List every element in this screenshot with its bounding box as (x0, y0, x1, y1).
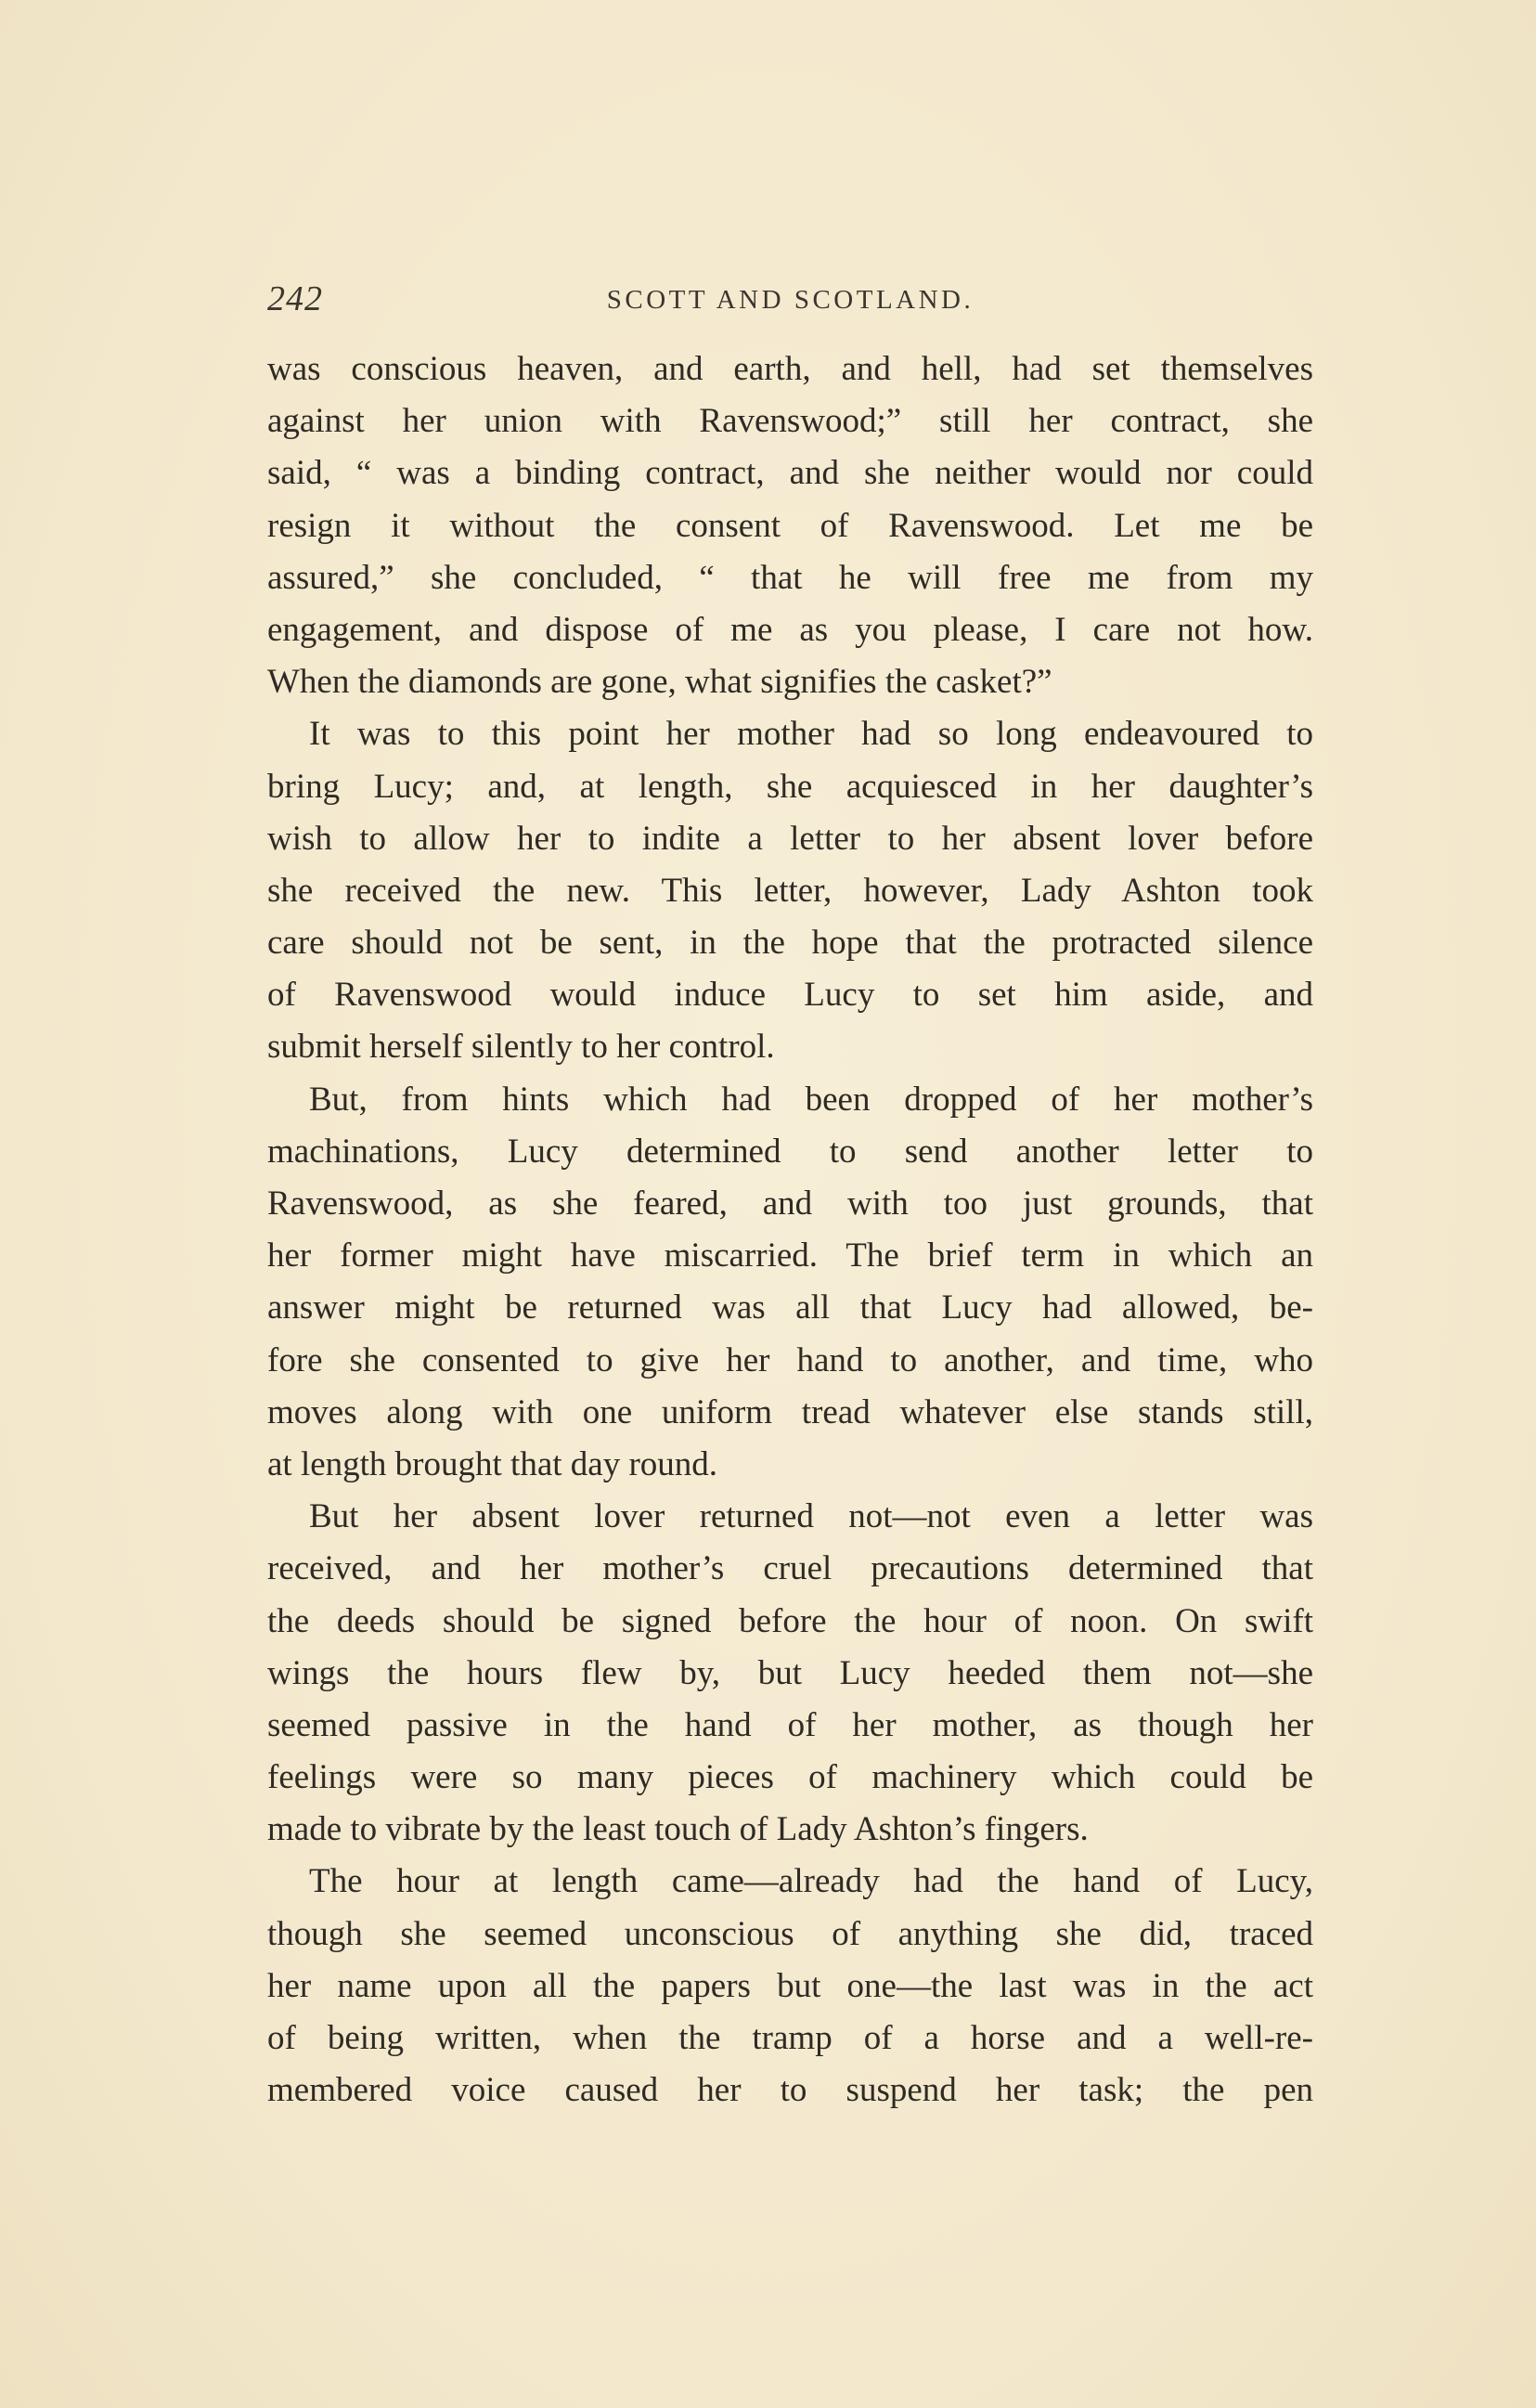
text-line: said, “ was a binding contract, and she neither would nor could (267, 454, 1313, 493)
text-line: wish to allow her to indite a letter to her absent lover before (267, 819, 1313, 858)
text-line: feelings were so many pieces of machinery which could be (267, 1758, 1313, 1797)
text-line: at length brought that day round. (267, 1444, 718, 1483)
text-line: When the diamonds are gone, what signifies the casket?” (267, 663, 1052, 702)
text-line: of Ravenswood would induce Lucy to set him aside, and (267, 976, 1313, 1015)
text-line: fore she consented to give her hand to another, and time, who (267, 1340, 1313, 1379)
text-line: she received the new. This letter, however, Lady Ashton took (267, 871, 1313, 910)
body-text (267, 343, 1313, 2117)
text-line: seemed passive in the hand of her mother, as though her (267, 1705, 1313, 1744)
text-line: against her union with Ravenswood;” still her contract, she (267, 402, 1313, 441)
text-line: made to vibrate by the least touch of Lady Ashton’s fingers. (267, 1810, 1089, 1849)
text-line: But her absent lover returned not—not even a letter was (309, 1497, 1313, 1536)
text-line: membered voice caused her to suspend her task; the pen (267, 2071, 1313, 2110)
text-line: bring Lucy; and, at length, she acquiesced in her daughter’s (267, 767, 1313, 806)
running-head (267, 278, 1313, 325)
text-line: But, from hints which had been dropped of her mother’s (309, 1080, 1313, 1119)
text-line: moves along with one uniform tread whatever else stands still, (267, 1392, 1313, 1431)
page-number: 242 (267, 279, 323, 318)
running-title: SCOTT AND SCOTLAND. (606, 285, 975, 315)
text-line: answer might be returned was all that Lucy had allowed, be- (267, 1288, 1313, 1327)
text-line: assured,” she concluded, “ that he will free me from my (267, 558, 1313, 597)
text-line: Ravenswood, as she feared, and with too just grounds, that (267, 1185, 1313, 1223)
text-line: of being written, when the tramp of a horse and a well-re- (267, 2019, 1313, 2057)
text-line: engagement, and dispose of me as you please, I care not how. (267, 610, 1313, 649)
text-line: received, and her mother’s cruel precautions determined that (267, 1549, 1313, 1588)
text-line: It was to this point her mother had so long endeavoured to (309, 715, 1313, 754)
text-line: The hour at length came—already had the hand of Lucy, (309, 1862, 1313, 1901)
text-line: the deeds should be signed before the hour of noon. On swift (267, 1601, 1313, 1640)
text-line: submit herself silently to her control. (267, 1028, 775, 1067)
text-line: her former might have miscarried. The brief term in which an (267, 1236, 1313, 1275)
text-line: her name upon all the papers but one—the last was in the act (267, 1966, 1313, 2005)
text-line: wings the hours flew by, but Lucy heeded them not—she (267, 1653, 1313, 1692)
text-line: was conscious heaven, and earth, and hell, had set themselves (267, 350, 1313, 388)
text-line: care should not be sent, in the hope that the protracted silence (267, 924, 1313, 963)
text-line: machinations, Lucy determined to send another letter to (267, 1132, 1313, 1171)
text-line: though she seemed unconscious of anything she did, traced (267, 1914, 1313, 1953)
text-line: resign it without the consent of Ravenswood. Let me be (267, 506, 1313, 545)
